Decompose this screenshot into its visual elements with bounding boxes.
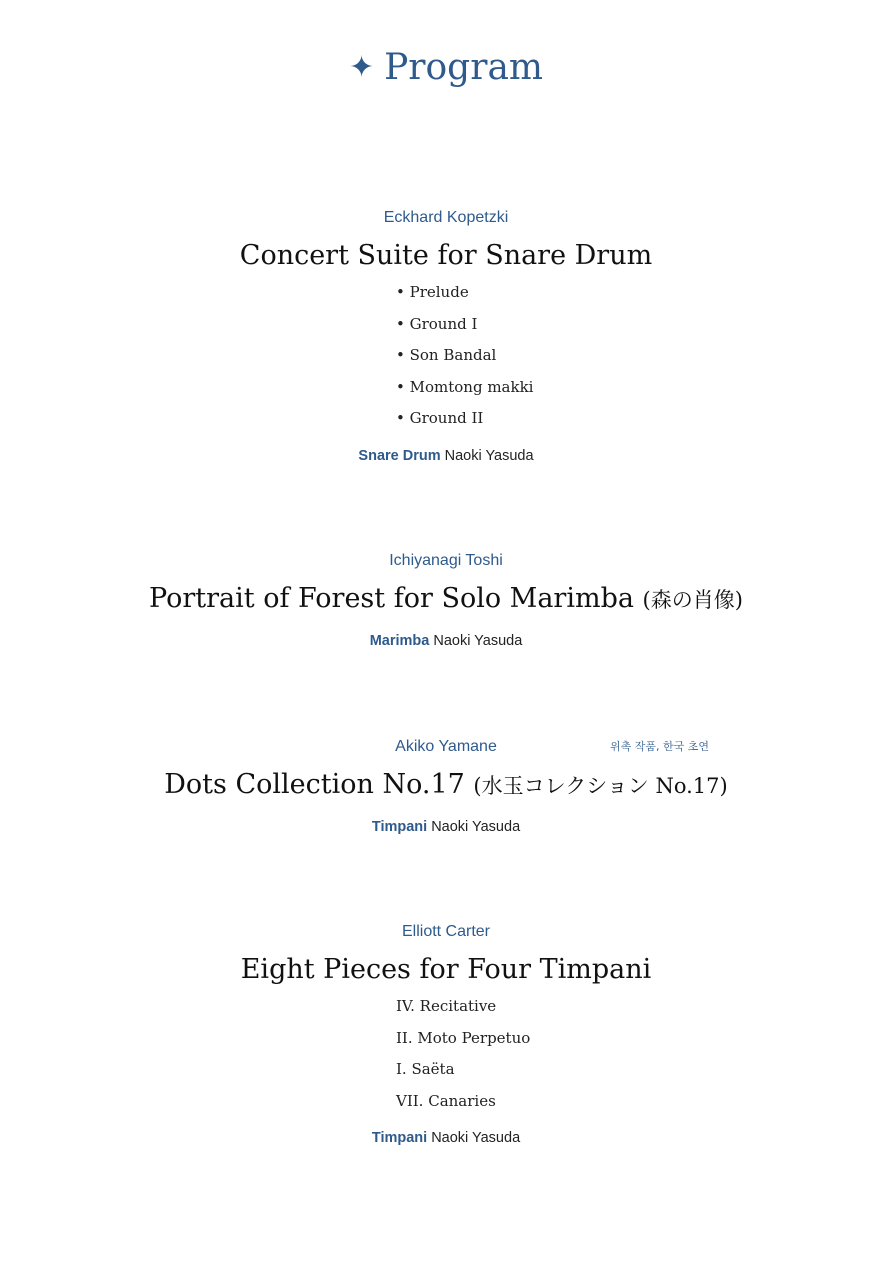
performer-line (0, 1128, 892, 1148)
composer-name: Ichiyanagi Toshi (389, 552, 503, 569)
instrument-label: Timpani (371, 819, 428, 835)
piece-subtitle: (森の肖像) (642, 588, 743, 612)
movement-item: II. Moto Perpetuo (396, 1028, 531, 1047)
movement-item: • Ground II (396, 409, 484, 427)
performer-name: Naoki Yasuda (433, 633, 523, 649)
composer-name: Akiko Yamane (395, 738, 497, 755)
movement-list (396, 277, 533, 435)
movement-item: • Son Bandal (396, 346, 497, 364)
piece-title-text: Dots Collection No.17 (164, 769, 465, 800)
performer-name: Naoki Yasuda (444, 448, 534, 464)
performer-name: Naoki Yasuda (431, 1130, 521, 1146)
movement-item: • Prelude (396, 283, 469, 301)
piece-title: Concert Suite for Snare Drum (239, 240, 653, 271)
piece-title-text: Portrait of Forest for Solo Marimba (149, 583, 634, 614)
instrument-label: Marimba (369, 633, 430, 649)
movement-item: • Momtong makki (396, 377, 534, 396)
program-header (0, 44, 892, 94)
page-title: Program (384, 47, 544, 88)
performer-line (0, 446, 892, 466)
premiere-note: 위촉 작품, 한국 초연 (610, 740, 709, 753)
movement-item: • Ground I (396, 314, 478, 333)
piece-title: Eight Pieces for Four Timpani (240, 954, 652, 985)
composer-name: Elliott Carter (401, 923, 491, 940)
movement-list (396, 991, 530, 1117)
instrument-label: Timpani (371, 1130, 428, 1146)
instrument-label: Snare Drum (358, 448, 441, 464)
piece-title (0, 767, 892, 804)
performer-line (0, 631, 892, 651)
piece-title (0, 581, 892, 618)
composer-name: Eckhard Kopetzki (383, 209, 509, 226)
performer-line (0, 817, 892, 837)
piece-subtitle: (水玉コレクション No.17) (473, 774, 728, 798)
movement-item: IV. Recitative (396, 997, 497, 1015)
performer-name: Naoki Yasuda (431, 819, 521, 835)
movement-item: I. Saëta (396, 1060, 455, 1078)
movement-item: VII. Canaries (396, 1091, 496, 1110)
sparkle-icon: ✦ (348, 50, 375, 85)
